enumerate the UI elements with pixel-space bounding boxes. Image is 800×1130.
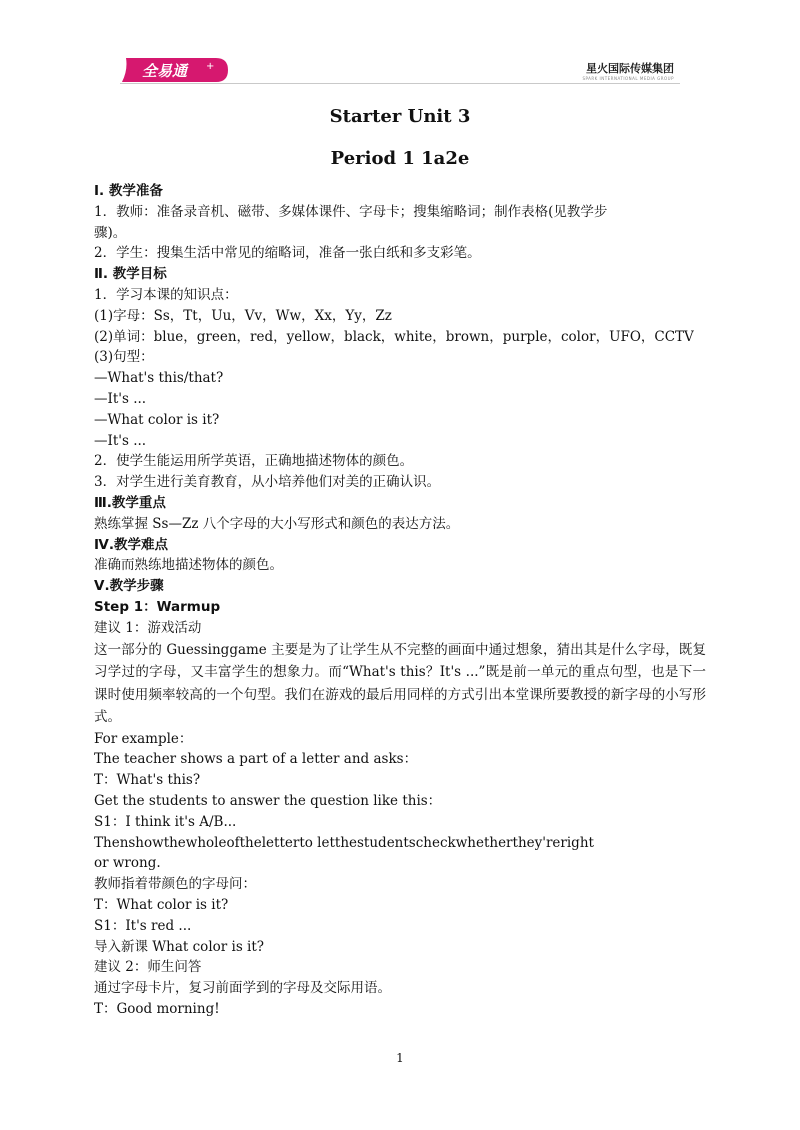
lesson-content xyxy=(94,181,706,1020)
text-line: —It's ... xyxy=(94,390,147,407)
text-line: 1．学习本课的知识点： xyxy=(94,286,238,303)
text-line: 教师指着带颜色的字母问： xyxy=(94,876,256,893)
publisher xyxy=(582,60,674,81)
text-line: 建议 2：师生问答 xyxy=(94,959,202,976)
text-line: 骤)。 xyxy=(94,224,127,241)
text-line: —What's this/that? xyxy=(94,370,224,387)
text-line: T：What color is it? xyxy=(94,896,229,913)
unit-title: Starter Unit 3 xyxy=(329,106,471,127)
section-heading: Ⅰ. 教学准备 xyxy=(94,183,163,199)
section-heading: Ⅲ.教学重点 xyxy=(94,494,166,511)
text-line: 建议 1：游戏活动 xyxy=(94,619,202,636)
text-line: Thenshowthewholeoftheletterto letthestudentscheckwhetherthey'reright xyxy=(94,834,594,851)
text-line: 2．学生：搜集生活中常见的缩略词，准备一张白纸和多支彩笔。 xyxy=(94,245,481,262)
page-header xyxy=(120,56,680,86)
brand-logo xyxy=(120,56,230,84)
text-line: (1)字母：Ss，Tt，Uu，Vv，Ww，Xx，Yy，Zz xyxy=(94,307,392,324)
text-line: (3)句型： xyxy=(94,349,154,366)
text-line: T：What's this? xyxy=(94,772,201,789)
step-heading: Step 1：Warmup xyxy=(94,598,221,615)
text-line: (2)单词：blue，green，red，yellow，black，white，brown，purple，color，UFO，CCTV xyxy=(94,328,694,345)
text-line: 准确而熟练地描述物体的颜色。 xyxy=(94,557,283,574)
paragraph: 这一部分的 Guessinggame 主要是为了让学生从不完整的画面中通过想象，猜出其是什么字母，既复习学过的字母，又丰富学生的想象力。而“What's this？It's ...”既是前一单元的重点句型，也是下一课时使用频率较高的一个句型。我们在游戏的最后用同样的方式引出本堂课所要教授的新字母的小写形式。 xyxy=(94,641,706,726)
section-heading: Ⅳ.教学难点 xyxy=(94,536,168,553)
publisher-subtitle: SPARK INTERNATIONAL MEDIA GROUP xyxy=(582,76,674,81)
text-line: —What color is it? xyxy=(94,411,220,428)
text-line: 导入新课 What color is it? xyxy=(94,938,265,955)
text-line: 熟练掌握 Ss—Zz 八个字母的大小写形式和颜色的表达方法。 xyxy=(94,515,460,532)
text-line: 1．教师：准备录音机、磁带、多媒体课件、字母卡；搜集缩略词；制作表格(见教学步 xyxy=(94,203,608,220)
text-line: 通过字母卡片，复习前面学到的字母及交际用语。 xyxy=(94,980,391,997)
text-line: For example： xyxy=(94,730,193,747)
svg-text:+: + xyxy=(206,61,215,72)
header-divider xyxy=(120,83,680,84)
page-number: 1 xyxy=(396,1051,404,1065)
section-heading: Ⅴ.教学步骤 xyxy=(94,578,164,595)
text-line: 3．对学生进行美育教育，从小培养他们对美的正确认识。 xyxy=(94,474,441,491)
text-line: or wrong. xyxy=(94,855,161,872)
text-line: Get the students to answer the question like this： xyxy=(94,792,442,809)
text-line: S1：I think it's A/B... xyxy=(94,813,237,830)
text-line: The teacher shows a part of a letter and asks： xyxy=(94,751,418,768)
text-line: —It's ... xyxy=(94,432,147,449)
period-title: Period 1 1a2e xyxy=(330,148,470,169)
text-line: T：Good morning! xyxy=(94,1000,220,1017)
section-heading: Ⅱ. 教学目标 xyxy=(94,266,167,283)
text-line: 2．使学生能运用所学英语，正确地描述物体的颜色。 xyxy=(94,453,414,470)
text-line: S1：It's red ... xyxy=(94,917,192,934)
logo-text: 全易通 xyxy=(142,62,188,80)
publisher-name: 星火国际传媒集团 xyxy=(586,62,674,75)
